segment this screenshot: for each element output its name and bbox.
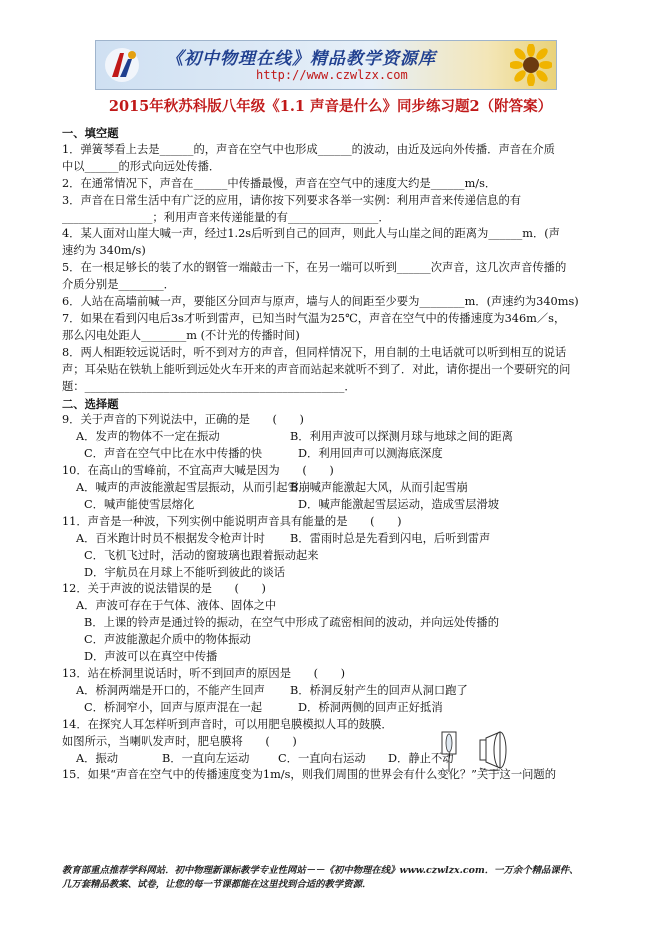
fill-question-line: 6．人站在高墙前喊一声，要能区分回声与原声，墙与人的间距至少要为________m．(声速约为340ms) xyxy=(62,295,579,309)
answer-options-row xyxy=(62,615,590,632)
answer-options-row xyxy=(62,446,590,463)
answer-option[interactable]: A．百米跑计时员不根据发令枪声计时 xyxy=(76,531,265,545)
section-heading-choice: 二、选择题 xyxy=(62,396,119,411)
multiple-choice-questions xyxy=(62,412,590,767)
answer-option[interactable]: D．声波可以在真空中传播 xyxy=(84,650,218,664)
question-stem: 12．关于声波的说法错误的是 ( ) xyxy=(62,582,266,596)
answer-option[interactable]: A．喊声的声波能激起雪层振动，从而引起雪崩 xyxy=(76,481,311,495)
answer-option[interactable]: C．桥洞窄小，回声与原声混在一起 xyxy=(84,700,263,714)
answer-option[interactable]: B．一直向左运动 xyxy=(162,751,250,765)
answer-options-row xyxy=(62,632,590,649)
footer-line-2: 几万套精品教案、试卷，让您的每一节课都能在这里找到合适的教学资源． xyxy=(62,879,372,890)
answer-options-row xyxy=(62,649,590,666)
fill-blank-questions xyxy=(62,142,590,396)
answer-option[interactable]: D．利用回声可以测海底深度 xyxy=(298,447,443,461)
answer-option[interactable]: A．振动 xyxy=(76,751,119,765)
fill-question-line: 7．如果在看到闪电后3s才听到雷声，已知当时气温为25℃，声音在空气中的传播速度为346m／s， xyxy=(62,311,566,325)
fill-question-line: 声；耳朵贴在铁轨上能听到远处火车开来的声音而站起来就听不到了．对此，请你提出一个要研究的问 xyxy=(62,362,571,376)
answer-option[interactable]: C．喊声能使雪层熔化 xyxy=(84,497,195,511)
answer-options-row xyxy=(62,700,590,717)
answer-option[interactable]: A．声波可存在于气体、液体、固体之中 xyxy=(76,599,277,613)
answer-option[interactable]: B．利用声波可以探测月球与地球之间的距离 xyxy=(290,430,513,444)
fill-question-line: 4．某人面对山崖大喊一声，经过1.2s后听到自己的回声，则此人与山崖之间的距离为______m．(声 xyxy=(62,227,560,241)
soap-film-speaker-diagram xyxy=(440,728,520,774)
banner-url: http://www.czwlzx.com xyxy=(256,68,408,82)
fill-question-line: 介质分别是________． xyxy=(62,278,175,292)
answer-options-row xyxy=(62,429,590,446)
fill-question-line: ________________；利用声音来传递能量的有________________． xyxy=(62,210,390,224)
answer-option[interactable]: B．喊声能激起大风，从而引起雪崩 xyxy=(290,481,468,495)
question-15: 15．如果“声音在空气中的传播速度变为1m/s，则我们周围的世界会有什么变化？”关于这一问题的 xyxy=(62,768,557,782)
question-stem: 10．在高山的雪峰前，不宜高声大喊是因为 ( ) xyxy=(62,464,334,478)
document-title: 2015年秋苏科版八年级《1.1 声音是什么》同步练习题2（附答案） xyxy=(108,98,553,115)
answer-option[interactable]: C．声音在空气中比在水中传播的快 xyxy=(84,447,263,461)
question-stem: 如图所示，当喇叭发声时，肥皂膜将 ( ) xyxy=(62,734,297,748)
fill-question-line: 3．声音在日常生活中有广泛的应用，请你按下列要求各举一实例：利用声音来传递信息的有 xyxy=(62,193,522,207)
page-footer xyxy=(62,864,602,892)
answer-options-row xyxy=(62,683,590,700)
answer-options-row xyxy=(62,565,590,582)
site-logo-icon xyxy=(102,45,142,85)
question-stem: 11．声音是一种波，下列实例中能说明声音具有能量的是 ( ) xyxy=(62,514,402,528)
answer-option[interactable]: B．桥洞反射产生的回声从洞口跑了 xyxy=(290,683,468,697)
answer-option[interactable]: A．发声的物体不一定在振动 xyxy=(76,430,220,444)
answer-option[interactable]: D．静止不动 xyxy=(388,751,454,765)
fill-question-line: 2．在通常情况下，声音在______中传播最慢，声音在空气中的速度大约是______m/s． xyxy=(62,176,497,190)
answer-option[interactable]: D．喊声能激起雪层运动，造成雪层滑坡 xyxy=(298,497,500,511)
answer-options-row xyxy=(62,598,590,615)
fill-question-line: 那么闪电处距人________m (不计光的传播时间) xyxy=(62,328,300,342)
answer-options-row xyxy=(62,497,590,514)
answer-option[interactable]: B．上课的铃声是通过铃的振动，在空气中形成了疏密相间的波动，并向远处传播的 xyxy=(84,616,499,630)
answer-option[interactable]: A．桥洞两端是开口的，不能产生回声 xyxy=(76,683,265,697)
worksheet-body xyxy=(62,125,590,784)
answer-option[interactable]: C．声波能激起介质中的物体振动 xyxy=(84,633,251,647)
answer-option[interactable]: C．飞机飞过时，活动的窗玻璃也跟着振动起来 xyxy=(84,548,319,562)
fill-question-line: 题：______________________________________________． xyxy=(62,379,356,393)
banner-title: 《初中物理在线》精品教学资源库 xyxy=(166,49,436,69)
answer-options-row xyxy=(62,531,590,548)
sunflower-icon xyxy=(510,44,552,86)
fill-question-line: 中以______的形式向远处传播． xyxy=(62,159,221,173)
answer-option[interactable]: D．宇航员在月球上不能听到彼此的谈话 xyxy=(84,565,286,579)
footer-line-1: 教育部重点推荐学科网站．初中物理新课标教学专业性网站－－《初中物理在线》www.czwlzx.com．一万余个精品课件、 xyxy=(62,865,579,876)
fill-question-line: 速约为 340m/s) xyxy=(62,244,146,258)
answer-options-row xyxy=(62,548,590,565)
answer-options-row xyxy=(62,480,590,497)
question-stem: 14．在探究人耳怎样听到声音时，可以用肥皂膜模拟人耳的鼓膜． xyxy=(62,717,393,731)
section-heading-fill: 一、填空题 xyxy=(62,126,119,140)
fill-question-line: 5．在一根足够长的装了水的钢管一端敲击一下，在另一端可以听到______次声音，这几次声音传播的 xyxy=(62,261,567,275)
answer-option[interactable]: C．一直向右运动 xyxy=(278,751,366,765)
fill-question-line: 8．两人相距较远说话时，听不到对方的声音，但同样情况下，用自制的土电话就可以听到相互的说话 xyxy=(62,345,567,359)
question-stem: 9．关于声音的下列说法中，正确的是 ( ) xyxy=(62,413,304,427)
question-stem: 13．站在桥洞里说话时，听不到回声的原因是 ( ) xyxy=(62,667,346,680)
site-banner xyxy=(95,40,557,90)
answer-option[interactable]: B．雷雨时总是先看到闪电，后听到雷声 xyxy=(290,531,491,545)
fill-question-line: 1．弹簧琴看上去是______的，声音在空气中也形成______的波动，由近及远向外传播．声音在介质 xyxy=(62,142,555,156)
answer-option[interactable]: D．桥洞两侧的回声正好抵消 xyxy=(298,700,443,714)
